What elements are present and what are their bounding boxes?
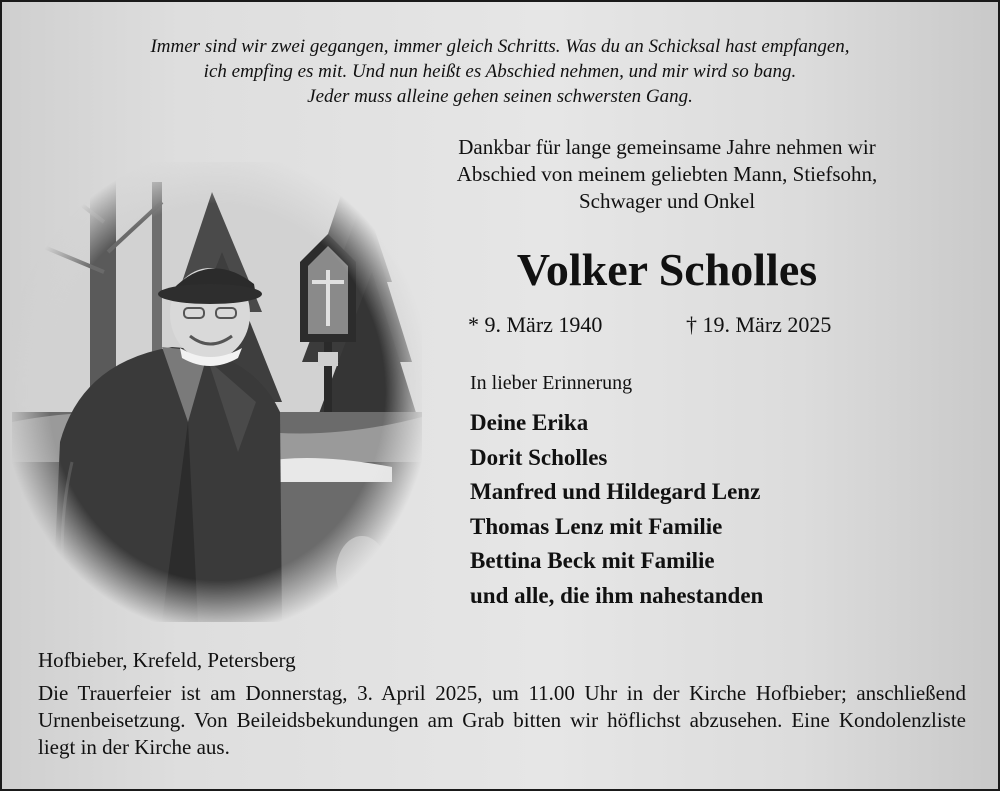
- mourner: Bettina Beck mit Familie: [470, 548, 715, 573]
- intro-text: [402, 134, 932, 215]
- poem-line: Jeder muss alleine gehen seinen schwersten Gang.: [307, 86, 693, 107]
- intro-line: Abschied von meinem geliebten Mann, Stiefsohn,: [456, 162, 878, 186]
- mourner: und alle, die ihm nahestanden: [470, 582, 764, 608]
- death-date: † 19. März 2025: [686, 312, 832, 337]
- mourner: Dorit Scholles: [470, 444, 608, 470]
- birth-date: * 9. März 1940: [468, 312, 603, 337]
- life-dates: [468, 310, 938, 340]
- deceased-name: Volker Scholles: [516, 244, 818, 295]
- mourner: Thomas Lenz mit Familie: [470, 513, 723, 539]
- memory-label: In lieber Erinnerung: [470, 372, 633, 394]
- portrait-image: [12, 162, 422, 622]
- mourners-list: [470, 406, 763, 613]
- mourner: Manfred und Hildegard Lenz: [470, 479, 761, 504]
- ceremony-info: Die Trauerfeier ist am Donnerstag, 3. April 2025, um 11.00 Uhr in der Kirche Hofbieber; anschließend Urnenbeisetzung. Von Beileidsbekundungen am Grab bitten wir höflichst abzusehen. Eine Kondolenzliste liegt in der Kirche aus.: [38, 681, 966, 759]
- locations: Hofbieber, Krefeld, Petersberg: [38, 648, 296, 672]
- mourner: Deine Erika: [470, 410, 589, 435]
- memorial-photo: [12, 162, 422, 622]
- poem: [2, 34, 998, 109]
- intro-line: Dankbar für lange gemeinsame Jahre nehmen wir: [458, 135, 876, 159]
- poem-line: ich empfing es mit. Und nun heißt es Abschied nehmen, und mir wird so bang.: [203, 61, 797, 82]
- poem-line: Immer sind wir zwei gegangen, immer gleich Schritts. Was du an Schicksal hast empfangen,: [150, 36, 850, 57]
- intro-line: Schwager und Onkel: [578, 189, 756, 213]
